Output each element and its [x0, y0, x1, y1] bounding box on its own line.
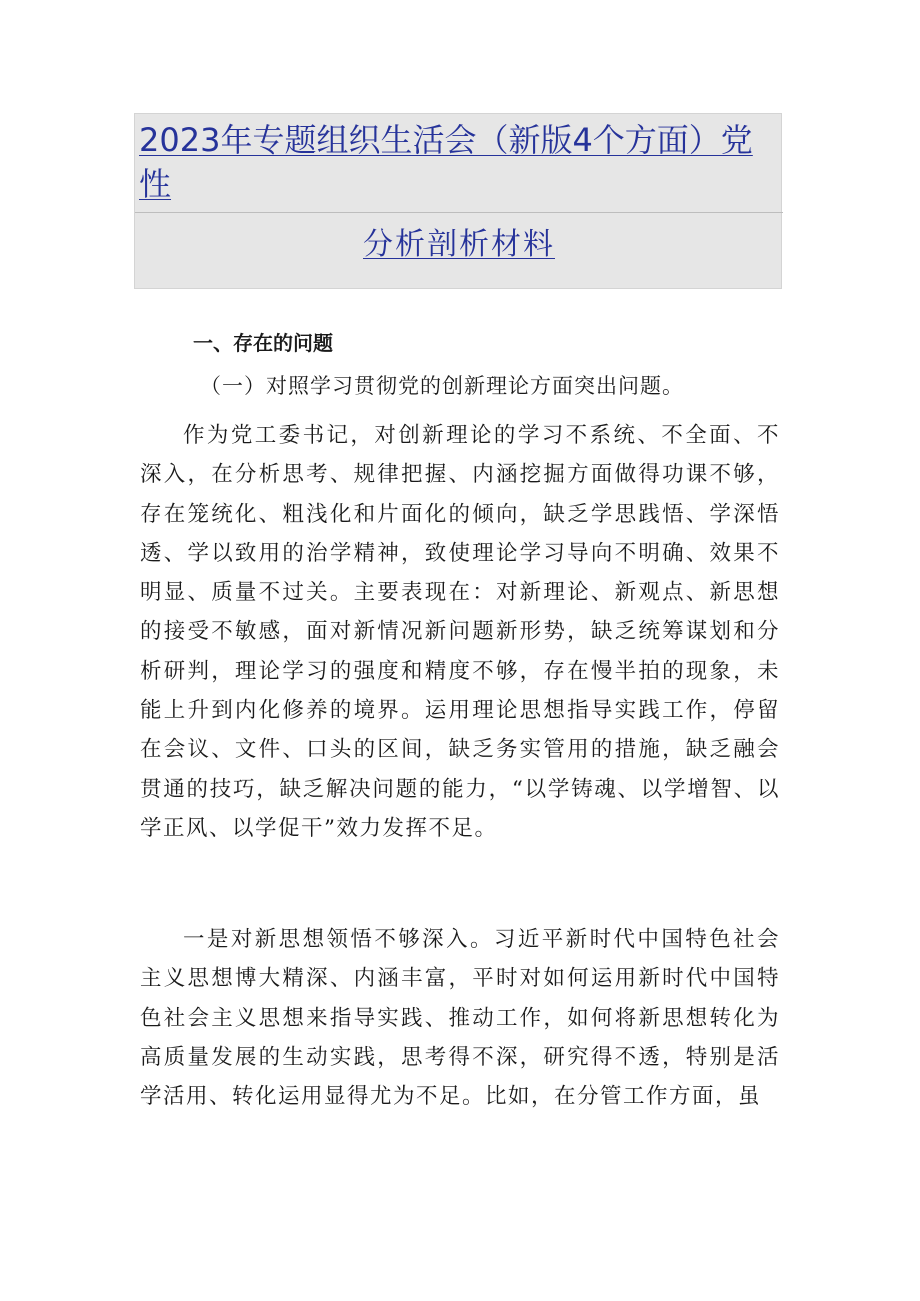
- document-title-line1: 2023年专题组织生活会（新版4个方面）党性: [135, 114, 783, 213]
- title-block: [134, 113, 782, 289]
- document-title-line2: 分析剖析材料: [363, 227, 555, 262]
- sub-heading: （一）对照学习贯彻党的创新理论方面突出问题。: [200, 374, 684, 398]
- body-paragraph: 一是对新思想领悟不够深入。习近平新时代中国特色社会主义思想博大精深、内涵丰富，平时对如何运用新时代中国特色社会主义思想来指导实践、推动工作，如何将新思想转化为高质量发展的生动实践，思考得不深，研究得不透，特别是活学活用、转化运用显得尤为不足。比如，在分管工作方面，虽: [140, 927, 780, 1110]
- body-paragraph: 作为党工委书记，对创新理论的学习不系统、不全面、不深入，在分析思考、规律把握、内涵挖掘方面做得功课不够，存在笼统化、粗浅化和片面化的倾向，缺乏学思践悟、学深悟透、学以致用的治学精神，致使理论学习导向不明确、效果不明显、质量不过关。主要表现在：对新理论、新观点、新思想的接受不敏感，面对新情况新问题新形势，缺乏统筹谋划和分析研判，理论学习的强度和精度不够，存在慢半拍的现象，未能上升到内化修养的境界。运用理论思想指导实践工作，停留在会议、文件、口头的区间，缺乏务实管用的措施，缺乏融会贯通的技巧，缺乏解决问题的能力，“以学铸魂、以学增智、以学正风、以学促干”效力发挥不足。: [140, 423, 780, 841]
- section-heading: 一、存在的问题: [193, 331, 333, 355]
